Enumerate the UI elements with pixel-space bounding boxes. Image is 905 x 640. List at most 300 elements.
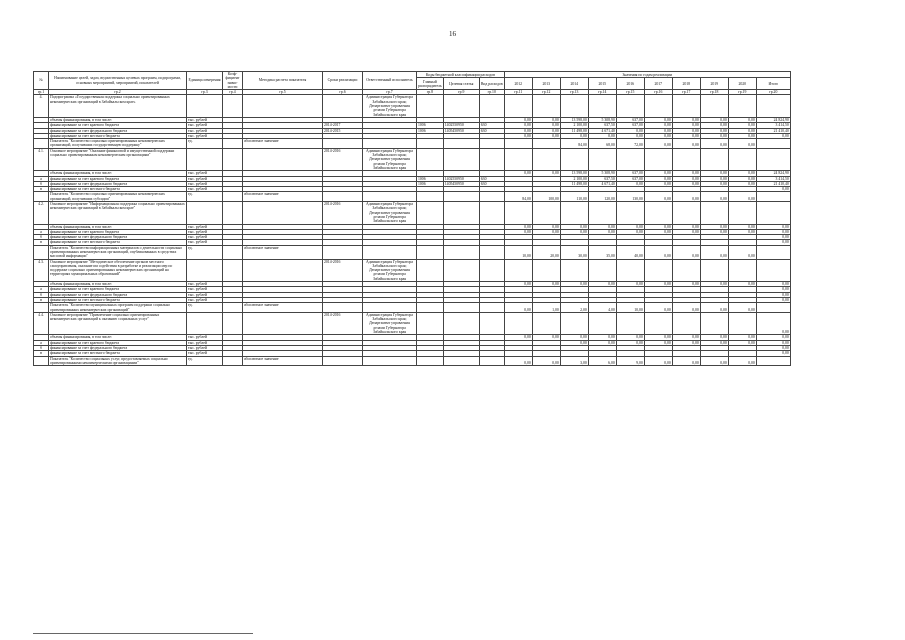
table-cell: 2014-2016	[323, 312, 363, 334]
table-cell: 13 598,00	[560, 171, 588, 176]
table-cell: в	[34, 187, 49, 192]
table-cell	[223, 148, 243, 170]
table-cell: тыс. рублей	[187, 345, 223, 350]
table-cell	[560, 312, 588, 334]
table-cell	[417, 139, 444, 149]
column-number: гр.6	[323, 90, 363, 95]
table-cell	[672, 312, 700, 334]
table-cell: 10,00	[504, 245, 532, 259]
table-cell	[443, 312, 479, 334]
table-cell	[728, 95, 756, 117]
table-cell: 0,00	[532, 224, 560, 229]
table-cell	[34, 192, 49, 202]
table-cell	[479, 259, 504, 281]
table-cell	[504, 202, 532, 224]
column-number: гр.14	[588, 90, 616, 95]
table-cell: 2,00	[560, 303, 588, 313]
table-cell: 2014-2016	[323, 259, 363, 281]
table-cell	[756, 95, 790, 117]
table-cell: 0,00	[728, 117, 756, 122]
table-cell: 0,00	[616, 181, 644, 186]
table-cell	[417, 356, 444, 366]
table-cell: 21 410,40	[756, 128, 790, 133]
table-cell: 0,00	[700, 340, 728, 345]
table-cell: тыс. рублей	[187, 351, 223, 356]
table-cell: 0,00	[644, 229, 672, 234]
table-cell: 0,00	[532, 335, 560, 340]
table-cell: 0,00	[728, 335, 756, 340]
header-code: Целевая статья	[443, 78, 479, 90]
table-cell: финансирование за счет местного бюджета	[49, 187, 187, 192]
table-cell: 0,00	[644, 340, 672, 345]
table-cell	[479, 95, 504, 117]
table-cell: 637,50	[588, 123, 616, 128]
table-cell	[243, 312, 323, 334]
table-cell	[756, 303, 790, 313]
table-row	[34, 303, 791, 313]
table-cell: тыс. рублей	[187, 297, 223, 302]
table-cell	[532, 95, 560, 117]
table-cell	[756, 148, 790, 170]
table-cell: 24 824,90	[756, 171, 790, 176]
table-cell: 0,00	[644, 139, 672, 149]
table-cell: 4 671,40	[588, 128, 616, 133]
table-cell	[417, 148, 444, 170]
table-cell: 0,00	[560, 335, 588, 340]
header-total: Итого	[756, 78, 790, 90]
table-cell: 0,00	[728, 340, 756, 345]
table-cell: тыс. рублей	[187, 282, 223, 287]
table-cell: 630	[479, 123, 504, 128]
table-cell: 0,00	[532, 117, 560, 122]
table-cell: 0,00	[532, 229, 560, 234]
header-executor: Ответственный исполнитель	[363, 72, 417, 90]
table-cell: ед.	[187, 356, 223, 366]
table-cell: 0,00	[588, 282, 616, 287]
header-values: Значения по годам реализации	[504, 72, 790, 78]
table-cell: тыс. рублей	[187, 292, 223, 297]
table-cell: 0,00	[672, 282, 700, 287]
table-cell: 0,00	[644, 303, 672, 313]
header-unit: Единица измерения	[187, 72, 223, 90]
table-cell: тыс. рублей	[187, 128, 223, 133]
table-cell	[443, 245, 479, 259]
table-cell: Показатель "Количество информационных материалов о деятельности социально ориентированных некоммерческих организаций, опубликованных в средствах массовой информации"	[49, 245, 187, 259]
table-cell: финансирование за счет федерального бюджета	[49, 235, 187, 240]
table-cell	[187, 259, 223, 281]
table-cell: 10,00	[616, 303, 644, 313]
table-cell	[560, 95, 588, 117]
table-row	[34, 259, 791, 281]
table-cell: 1402550950	[443, 123, 479, 128]
table-cell: 1,00	[532, 303, 560, 313]
table-cell: 0,00	[756, 282, 790, 287]
table-cell	[243, 259, 323, 281]
header-method: Методика расчета показателя	[243, 72, 323, 90]
table-cell	[672, 148, 700, 170]
table-cell: 0,00	[700, 356, 728, 366]
table-cell	[756, 202, 790, 224]
table-cell	[223, 139, 243, 149]
page-number: 16	[449, 30, 456, 38]
table-cell: 0,00	[756, 187, 790, 192]
table-cell: 0,00	[560, 229, 588, 234]
table-cell: 11 498,00	[560, 128, 588, 133]
table-cell	[34, 245, 49, 259]
table-cell	[363, 303, 417, 313]
table-cell: 0,00	[644, 356, 672, 366]
table-cell: а	[34, 340, 49, 345]
table-cell	[363, 192, 417, 202]
table-cell	[417, 245, 444, 259]
table-cell: 0,00	[728, 133, 756, 138]
table-cell: 0,00	[616, 229, 644, 234]
table-cell: Показатель "Количество социально ориентированных некоммерческих организаций, получивших государственную поддержку"	[49, 139, 187, 149]
table-cell: 0,00	[700, 335, 728, 340]
column-number: гр.11	[504, 90, 532, 95]
header-period: Сроки реализации	[323, 72, 363, 90]
table-cell: Основное мероприятие "Информационная поддержка социально ориентированных некоммерческих организаций в Забайкальском крае"	[49, 202, 187, 224]
table-cell: абсолютное значение	[243, 139, 323, 149]
table-cell	[443, 202, 479, 224]
table-cell: 0,00	[644, 123, 672, 128]
table-cell: финансирование за счет краевого бюджета	[49, 287, 187, 292]
table-cell: 1006	[417, 176, 444, 181]
table-cell: абсолютное значение	[243, 356, 323, 366]
header-code: Главный распорядитель	[418, 79, 442, 88]
table-cell: 4.4.	[34, 312, 49, 334]
table-cell: б	[34, 345, 49, 350]
table-cell: 0,00	[728, 303, 756, 313]
table-cell: финансирование за счет местного бюджета	[49, 351, 187, 356]
table-cell	[417, 95, 444, 117]
table-cell: 630	[479, 176, 504, 181]
table-cell: 0,00	[700, 245, 728, 259]
table-cell: 0,00	[728, 192, 756, 202]
table-cell: 0,00	[728, 128, 756, 133]
table-cell	[443, 139, 479, 149]
table-cell	[479, 192, 504, 202]
table-cell: 0,00	[532, 123, 560, 128]
table-cell: 0,00	[616, 128, 644, 133]
table-cell	[700, 148, 728, 170]
table-cell	[443, 148, 479, 170]
table-cell: 0,00	[756, 240, 790, 245]
table-cell: 0,00	[588, 229, 616, 234]
table-cell: 84,00	[504, 192, 532, 202]
table-cell: 0,00	[644, 335, 672, 340]
table-cell	[588, 312, 616, 334]
table-cell: 21 410,40	[756, 181, 790, 186]
table-cell: Показатель "Количество социальных услуг, предоставляемых социально ориентированными некоммерческими организациями"	[49, 356, 187, 366]
table-cell: 0,00	[504, 303, 532, 313]
table-cell: 0,00	[756, 133, 790, 138]
table-cell: объемы финансирования, в том числе:	[49, 171, 187, 176]
table-cell: 0,00	[560, 340, 588, 345]
table-cell: финансирование за счет федерального бюджета	[49, 181, 187, 186]
table-cell: 0,00	[700, 192, 728, 202]
table-cell: 120,00	[588, 192, 616, 202]
table-cell: финансирование за счет местного бюджета	[49, 297, 187, 302]
column-number: гр.15	[616, 90, 644, 95]
column-number: гр.5	[243, 90, 323, 95]
table-cell	[588, 202, 616, 224]
header-code: Вид расходов	[479, 78, 504, 90]
column-number: гр.3	[187, 90, 223, 95]
table-cell: Администрация Губернатора Забайкальского края; Департамент управления делами Губернатора Забайкальского края	[363, 148, 417, 170]
table-cell: 0,00	[504, 171, 532, 176]
table-cell: тыс. рублей	[187, 181, 223, 186]
table-cell	[223, 245, 243, 259]
table-cell: 0,00	[560, 282, 588, 287]
table-cell	[479, 312, 504, 334]
table-cell: в	[34, 297, 49, 302]
table-cell	[323, 245, 363, 259]
table-cell: 6,00	[588, 356, 616, 366]
table-cell: 2014-2016	[323, 148, 363, 170]
table-cell: 1405450950	[443, 128, 479, 133]
table-cell	[363, 139, 417, 149]
table-cell	[588, 148, 616, 170]
table-cell	[728, 259, 756, 281]
table-cell: объемы финансирования, в том числе:	[49, 282, 187, 287]
table-cell	[532, 139, 560, 149]
table-cell	[616, 259, 644, 281]
table-cell: тыс. рублей	[187, 340, 223, 345]
table-cell: 4.2.	[34, 202, 49, 224]
table-row	[34, 139, 791, 149]
table-cell: 0,00	[644, 133, 672, 138]
table-cell: финансирование за счет краевого бюджета	[49, 176, 187, 181]
table-cell: 1006	[417, 181, 444, 186]
table-cell: Администрация Губернатора Забайкальского края; Департамент управления делами Губернатора Забайкальского края	[363, 259, 417, 281]
header-year: 2014	[560, 78, 588, 90]
table-cell	[323, 139, 363, 149]
table-cell: 2014-2016	[323, 202, 363, 224]
table-cell: 130,00	[616, 192, 644, 202]
column-number: гр.20	[756, 90, 790, 95]
table-cell: 110,00	[560, 192, 588, 202]
table-cell: 0,00	[560, 133, 588, 138]
table-cell	[417, 303, 444, 313]
table-cell: Администрация Губернатора Забайкальского края; Департамент управления делами Губернатора Забайкальского края	[363, 95, 417, 117]
header-number: №	[34, 72, 49, 90]
table-cell: 637,00	[616, 171, 644, 176]
table-cell: 0,00	[728, 356, 756, 366]
table-cell: 637,00	[616, 176, 644, 181]
table-cell	[187, 312, 223, 334]
table-cell	[728, 202, 756, 224]
table-cell: а	[34, 287, 49, 292]
table-cell: 0,00	[616, 282, 644, 287]
table-cell: 0,00	[756, 287, 790, 292]
table-cell	[756, 259, 790, 281]
table-cell	[728, 312, 756, 334]
table-cell: 0,00	[756, 229, 790, 234]
table-cell	[728, 148, 756, 170]
table-cell: 72,00	[616, 139, 644, 149]
table-cell: 0,00	[728, 139, 756, 149]
footnote-divider	[33, 633, 253, 634]
table-cell: тыс. рублей	[187, 240, 223, 245]
table-cell: 0,00	[504, 123, 532, 128]
column-number: гр.8	[417, 90, 444, 95]
table-cell: 0,00	[504, 117, 532, 122]
table-cell: 2 100,00	[560, 176, 588, 181]
table-cell: 0,00	[700, 282, 728, 287]
table-cell: финансирование за счет краевого бюджета	[49, 340, 187, 345]
table-cell: 637,50	[588, 176, 616, 181]
table-cell: 4,00	[588, 303, 616, 313]
table-cell: 0,00	[504, 133, 532, 138]
table-cell	[560, 259, 588, 281]
table-cell: тыс. рублей	[187, 187, 223, 192]
table-cell: 35,00	[588, 245, 616, 259]
table-cell: 0,00	[700, 171, 728, 176]
table-cell: 0,00	[672, 340, 700, 345]
table-cell: 0,00	[728, 171, 756, 176]
table-cell	[417, 202, 444, 224]
table-cell	[644, 259, 672, 281]
header-year: 2018	[672, 78, 700, 90]
table-cell	[443, 303, 479, 313]
table-cell	[644, 312, 672, 334]
table-cell: 40,00	[616, 245, 644, 259]
table-cell: 0,00	[728, 123, 756, 128]
table-cell	[223, 95, 243, 117]
table-cell: Показатель "Количество муниципальных программ поддержки социально ориентированных некоммерческих организаций"	[49, 303, 187, 313]
table-cell: 0,00	[700, 139, 728, 149]
table-cell: Основное мероприятие "Привлечение социально ориентированных некоммерческих организаций к оказанию социальных услуг"	[49, 312, 187, 334]
table-cell: абсолютное значение	[243, 303, 323, 313]
table-cell: 5 308,90	[588, 171, 616, 176]
table-cell: 0,00	[532, 171, 560, 176]
table-cell: 84,00	[560, 139, 588, 149]
table-cell	[187, 202, 223, 224]
table-cell: 0,00	[504, 335, 532, 340]
table-cell: 24 824,90	[756, 117, 790, 122]
table-cell	[363, 245, 417, 259]
table-cell: Основное мероприятие "Оказание финансовой и имущественной поддержки социально ориентированным некоммерческим организациям"	[49, 148, 187, 170]
table-cell: 0,00	[672, 356, 700, 366]
table-cell: 4.3.	[34, 259, 49, 281]
table-cell: 1405450950	[443, 181, 479, 186]
table-cell	[363, 356, 417, 366]
table-cell	[443, 192, 479, 202]
header-name: Наименование целей, задач, ведомственных целевых программ, подпрограмм, основных мероприятий, мероприятий, показателей	[49, 72, 187, 90]
table-cell: 3,00	[560, 356, 588, 366]
table-cell: тыс. рублей	[187, 176, 223, 181]
table-row	[34, 192, 791, 202]
table-cell: 1006	[417, 123, 444, 128]
table-cell	[223, 192, 243, 202]
table-cell: 0,00	[504, 229, 532, 234]
table-cell: 0,00	[700, 123, 728, 128]
table-cell: 1402550950	[443, 176, 479, 181]
column-number: гр.16	[644, 90, 672, 95]
table-cell	[223, 259, 243, 281]
table-cell	[323, 356, 363, 366]
table-cell: 0,00	[700, 117, 728, 122]
table-cell: 0,00	[616, 340, 644, 345]
table-cell: 0,00	[700, 128, 728, 133]
table-cell: 630	[479, 181, 504, 186]
table-cell: 0,00	[672, 123, 700, 128]
table-cell: 68,00	[588, 139, 616, 149]
column-number: гр.2	[49, 90, 187, 95]
column-number: гр.13	[560, 90, 588, 95]
table-cell	[560, 202, 588, 224]
table-cell: 13 598,00	[560, 117, 588, 122]
table-cell: 0,00	[756, 235, 790, 240]
table-cell	[34, 356, 49, 366]
table-cell: 0,00	[700, 224, 728, 229]
table-cell	[756, 245, 790, 259]
table-cell: объемы финансирования, в том числе:	[49, 224, 187, 229]
table-cell: 4 671,40	[588, 181, 616, 186]
table-cell: финансирование за счет федерального бюджета	[49, 128, 187, 133]
table-cell	[756, 356, 790, 366]
table-cell: 0,00	[644, 171, 672, 176]
table-cell	[323, 192, 363, 202]
table-cell: 0,00	[756, 335, 790, 340]
table-cell: тыс. рублей	[187, 224, 223, 229]
table-cell: финансирование за счет федерального бюджета	[49, 292, 187, 297]
table-cell	[187, 95, 223, 117]
table-cell	[616, 148, 644, 170]
table-cell: тыс. рублей	[187, 287, 223, 292]
table-cell	[616, 202, 644, 224]
table-cell: 0,00	[672, 117, 700, 122]
table-cell: 0,00	[532, 282, 560, 287]
table-cell	[700, 95, 728, 117]
table-cell	[223, 312, 243, 334]
table-cell: 0,00	[672, 171, 700, 176]
table-cell: 0,00	[644, 282, 672, 287]
table-cell	[672, 95, 700, 117]
header-year: 2012	[504, 78, 532, 90]
table-cell: 0,00	[532, 356, 560, 366]
table-cell: 30,00	[560, 245, 588, 259]
table-cell: тыс. рублей	[187, 133, 223, 138]
table-cell	[588, 95, 616, 117]
table-cell: 0,00	[672, 176, 700, 181]
table-cell: 1006	[417, 128, 444, 133]
table-cell: 0,00	[672, 139, 700, 149]
table-cell: 0,00	[644, 176, 672, 181]
table-cell: 0,00	[700, 229, 728, 234]
table-cell	[443, 356, 479, 366]
table-cell: 0,00	[728, 181, 756, 186]
table-cell	[672, 202, 700, 224]
table-cell: 0,00	[756, 312, 790, 334]
table-cell: Показатель "Количество социально ориентированных некоммерческих организаций, получивших субсидии"	[49, 192, 187, 202]
table-cell	[504, 312, 532, 334]
header-year: 2013	[532, 78, 560, 90]
table-cell: абсолютное значение	[243, 192, 323, 202]
table-cell: объемы финансирования, в том числе:	[49, 335, 187, 340]
table-cell: 0,00	[644, 181, 672, 186]
table-row	[34, 356, 791, 366]
table-cell: Администрация Губернатора Забайкальского края; Департамент управления делами Губернатора Забайкальского края	[363, 202, 417, 224]
table-cell	[644, 202, 672, 224]
table-cell: 4.	[34, 95, 49, 117]
table-cell: 0,00	[756, 297, 790, 302]
table-cell	[243, 202, 323, 224]
table-cell: 0,00	[700, 133, 728, 138]
column-number: гр.12	[532, 90, 560, 95]
table-cell: ед.	[187, 139, 223, 149]
